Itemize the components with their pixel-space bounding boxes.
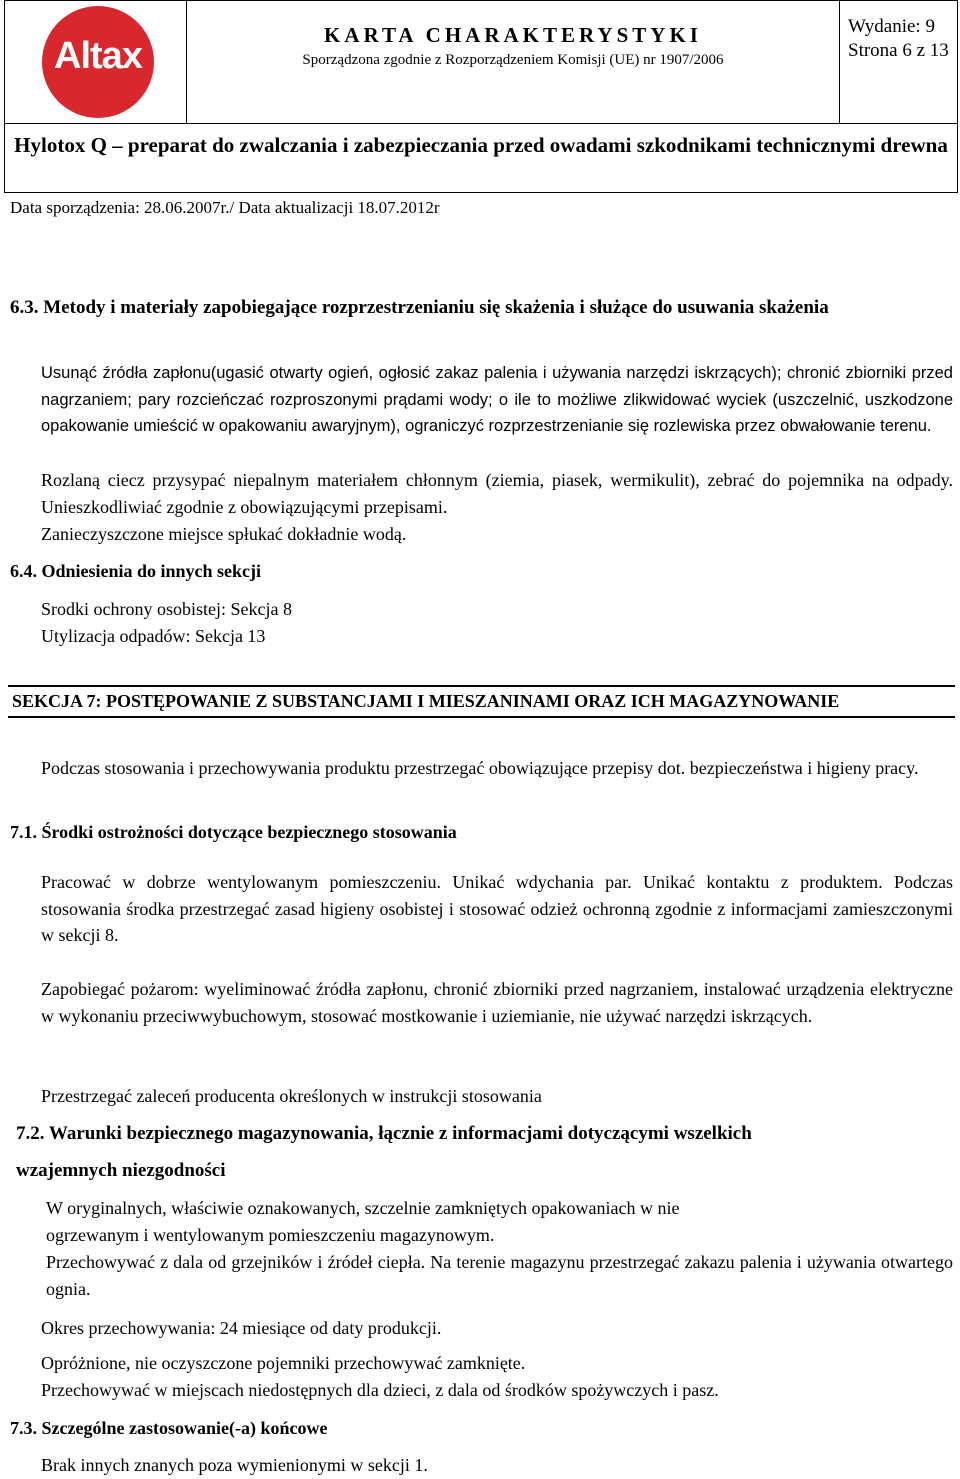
section-7-2-paragraph-1b: ogrzewanym i wentylowanym pomieszczeniu magazynowym. <box>46 1225 495 1245</box>
section-7-2-paragraph-1a: W oryginalnych, właściwie oznakowanych, szczelnie zamkniętych opakowaniach w nie <box>46 1198 680 1218</box>
section-7-2-paragraph-4: Opróżnione, nie oczyszczone pojemniki przechowywać zamknięte. <box>41 1353 526 1373</box>
header-meta-cell <box>839 1 957 124</box>
header-title-cell <box>187 1 839 124</box>
section-7-heading: SEKCJA 7: POSTĘPOWANIE Z SUBSTANCJAMI I MIESZANINAMI ORAZ ICH MAGAZYNOWANIE <box>8 685 955 718</box>
section-6-3-heading: 6.3. Metody i materiały zapobiegające rozprzestrzenianiu się skażenia i służące do usuwania skażenia <box>10 297 829 318</box>
logo-cell <box>5 1 187 124</box>
section-7-intro: Podczas stosowania i przechowywania produktu przestrzegać obowiązujące przepisy dot. bezpieczeństwa i higieny pracy. <box>41 758 919 778</box>
section-7-1-paragraph-3: Przestrzegać zaleceń producenta określonych w instrukcji stosowania <box>41 1086 542 1106</box>
date-line: Data sporządzenia: 28.06.2007r./ Data aktualizacji 18.07.2012r <box>10 198 440 217</box>
section-6-3-paragraph-2: Rozlaną ciecz przysypać niepalnym materiałem chłonnym (ziemia, piasek, wermikulit), zebrać do pojemnika na odpady. Unieszkodliwiać zgodnie z obowiązującymi przepisami. <box>41 470 953 517</box>
document-subtitle: Sporządzona zgodnie z Rozporządzeniem Komisji (UE) nr 1907/2006 <box>302 52 724 68</box>
section-6-3-paragraph-1: Usunąć źródła zapłonu(ugasić otwarty ogień, ogłosić zakaz palenia i używania narzędzi iskrzących); chronić zbiorniki przed nagrzaniem; pary rozcieńczać rozproszonymi prądami wody; o ile to możliwe zlikwidować wyciek (uszczelnić, uszkodzone opakowanie umieścić w opakowaniu awaryjnym), ograniczyć rozprzestrzenianie się rozlewiska przez obwałowanie terenu. <box>41 364 953 435</box>
section-6-3-paragraph-3: Zanieczyszczone miejsce spłukać dokładnie wodą. <box>41 524 407 544</box>
section-6-4-heading: 6.4. Odniesienia do innych sekcji <box>10 561 262 581</box>
section-7-2-heading-line-2: wzajemnych niezgodności <box>16 1160 226 1181</box>
document-title: KARTA CHARAKTERYSTYKI <box>324 23 702 47</box>
document-header <box>4 0 958 193</box>
section-7-3-paragraph-1: Brak innych znanych poza wymienionymi w sekcji 1. <box>41 1455 428 1475</box>
section-7-1-paragraph-2: Zapobiegać pożarom: wyeliminować źródła zapłonu, chronić zbiorniki przed nagrzaniem, instalować urządzenia elektryczne w wykonaniu przeciwwybuchowym, stosować mostkowanie i uziemianie, nie używać narzędzi iskrzących. <box>41 979 953 1026</box>
section-7-3-heading: 7.3. Szczególne zastosowanie(-a) końcowe <box>10 1418 328 1438</box>
section-7-2-paragraph-5: Przechowywać w miejscach niedostępnych dla dzieci, z dala od środków spożywczych i pasz. <box>41 1380 719 1400</box>
section-6-4-line-2: Utylizacja odpadów: Sekcja 13 <box>41 626 266 646</box>
section-7-1-paragraph-1: Pracować w dobrze wentylowanym pomieszczeniu. Unikać wdychania par. Unikać kontaktu z produktem. Podczas stosowania środka przestrzegać zasad higieny osobistej i stosować odzież ochronną zgodnie z informacjami zamieszczonymi w sekcji 8. <box>41 872 953 945</box>
section-7-2-paragraph-3: Okres przechowywania: 24 miesiące od daty produkcji. <box>41 1318 442 1338</box>
section-7-2-heading-line-1: 7.2. Warunki bezpiecznego magazynowania, łącznie z informacjami dotyczącymi wszelkich <box>16 1123 752 1144</box>
edition: Wydanie: 9 <box>848 16 935 37</box>
section-7-1-heading: 7.1. Środki ostrożności dotyczące bezpiecznego stosowania <box>10 822 457 842</box>
section-7-2-paragraph-2: Przechowywać z dala od grzejników i źródeł ciepła. Na terenie magazynu przestrzegać zakazu palenia i używania otwartego ognia. <box>46 1252 953 1299</box>
product-name: Hylotox Q – preparat do zwalczania i zabezpieczania przed owadami szkodnikami technicznymi drewna <box>14 133 948 157</box>
logo-text: Altax <box>54 35 142 77</box>
section-6-4-line-1: Srodki ochrony osobistej: Sekcja 8 <box>41 599 292 619</box>
page-number: Strona 6 z 13 <box>848 40 949 61</box>
